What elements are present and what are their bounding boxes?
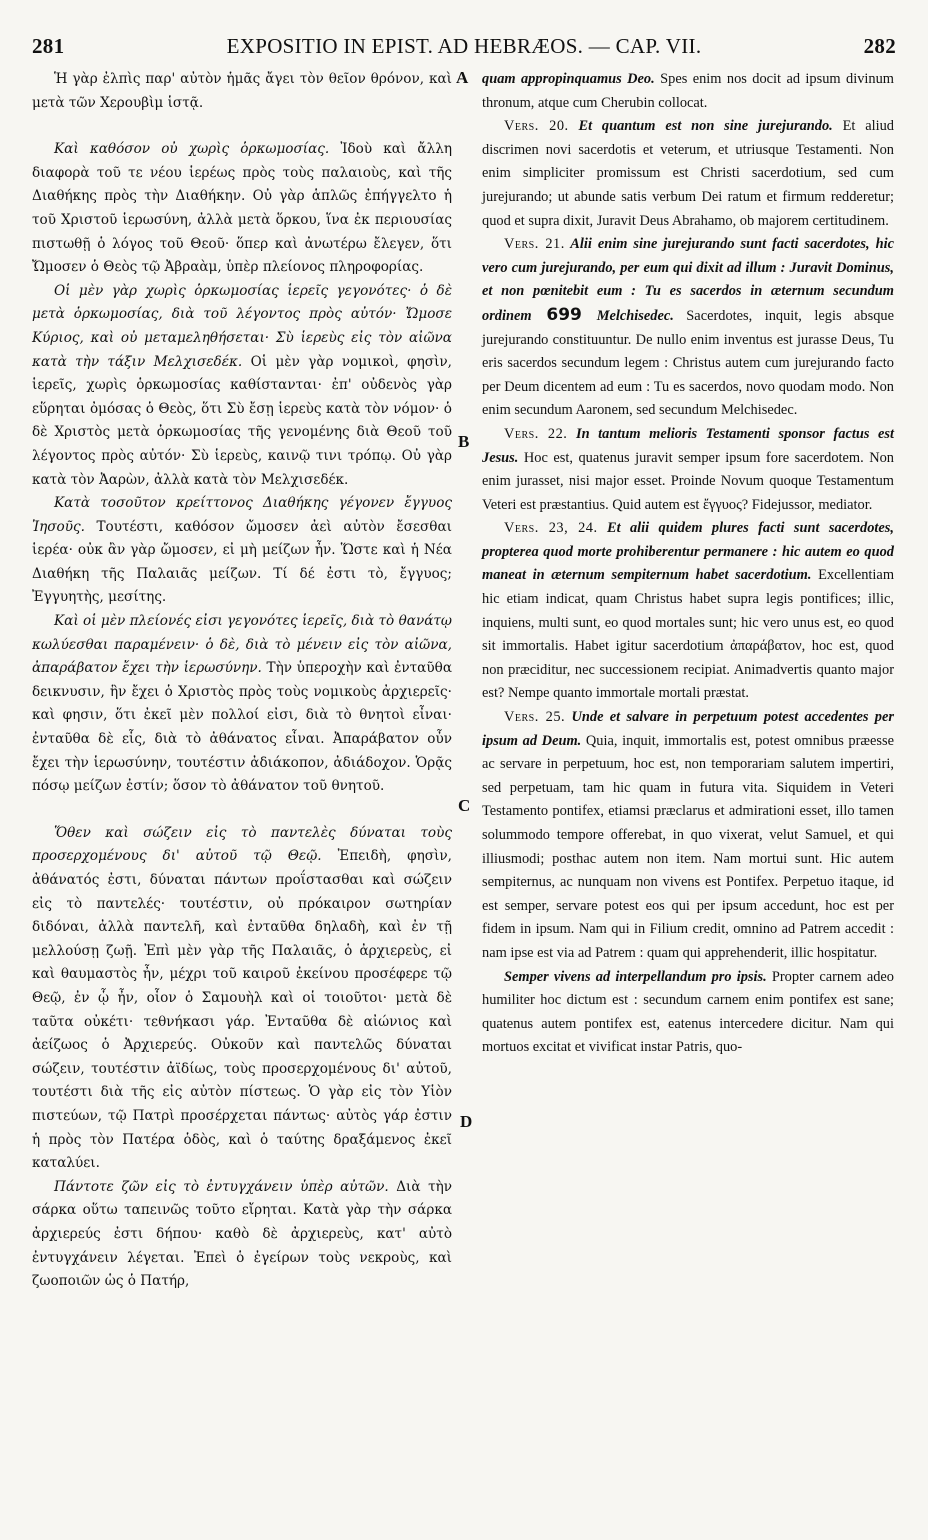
latin-paragraph (482, 706, 894, 966)
latin-paragraph (482, 115, 894, 233)
lemma-text: Et alii quidem plures facti sunt sacerdotes, propterea quod morte prohiberentur permanere : hic autem eo quod maneat in æternum sempiternum habet sacerdotium. (482, 520, 894, 584)
body-text: Διὰ τὴν σάρκα οὕτω ταπεινῶς τοῦτο εἴρηται. Κατὰ γὰρ τὴν σάρκα ἀρχιερεύς ἐστι δήπου· καθὸ δὲ ἀρχιερεὺς, κατ' αὐτὸ ἐντυγχάνειν λέγεται. Ἐπεὶ ὁ ἐγείρων τοὺς νεκροὺς, καὶ ζωοποιῶν ὡς ὁ Πατήρ, (32, 1178, 452, 1290)
lemma-text: Πάντοτε ζῶν εἰς τὸ ἐντυγχάνειν ὑπὲρ αὐτῶν. (54, 1178, 389, 1195)
body-text: Spes enim nos docit ad ipsum divinum thronum, atque cum Cherubin collocat. (482, 71, 894, 111)
running-header (32, 34, 896, 64)
greek-paragraph (32, 822, 452, 1176)
body-text: Quia, inquit, immortalis est, potest omnibus præesse ac servare in perpetuum, hoc est, non temporariam salutem impertiri, sed perpetuam, tam hic quam in futura vita. Siquidem in Veteri Testamento pontifex, etiamsi præclarus et admirationi esset, illo tamen solummodo tempore offerebat, in quo vixerat, velut Samuel, et qui illiusmodi; posthac autem non item. Nam mortui sunt. Hic autem sempiternus, ac nunquam non vivens est Pontifex. Perpetuo itaque, id est semper, servare potest eos qui per ipsum accedunt, hoc est per fidem in ipsum. Nam qui in Filium credit, omnino ad Patrem accedit : nam ipse est via ad Patrem : quam qui apprehenderit, illic hospitatur. (482, 732, 894, 961)
greek-paragraph (32, 68, 452, 115)
margin-letter-a: A (456, 68, 469, 87)
lemma-text: Semper vivens ad interpellandum pro ipsis. (504, 968, 767, 985)
lemma-text: Κατὰ τοσοῦτον κρείττονος Διαθήκης γέγονεν ἔγγυος Ἰησοῦς. (32, 495, 452, 535)
greek-column (32, 68, 452, 1294)
latin-paragraph (482, 517, 894, 706)
latin-paragraph (482, 966, 894, 1060)
body-text: Ἰδοὺ καὶ ἄλλη διαφορὰ τοῦ τε νέου ἱερέως πρὸς τοὺς παλαιοὺς, καὶ τῆς Διαθήκης πρὸς τὴν Διαθήκην. Οὐ γὰρ ἁπλῶς ἐπήγγελτο ἡ τοῦ Χριστοῦ ἱερωσύνη, ἀλλὰ μετὰ ὅρκου, ἵνα ἐκ περιουσίας πιστωθῇ ὁ λόγος τοῦ Θεοῦ· ὅπερ καὶ ἀνωτέρω ἔλεγεν, ὅτι Ὤμοσεν ὁ Θεὸς τῷ Ἀβραὰμ, ὑπὲρ πλείονος πληροφορίας. (32, 141, 452, 276)
lemma-text: Alii enim sine jurejurando sunt facti sacerdotes, hic vero cum jurejurando, per eum qui dixit ad illum : Juravit Dominus, et non pœnitebit eum : Tu es sacerdos in æternum secundum ordinem (482, 236, 894, 324)
greek-paragraph (32, 280, 452, 492)
greek-paragraph (32, 610, 452, 799)
body-text: Excellentiam hic etiam indicat, quam Christus habet supra legis pontifices; illic, inquiens, multi sunt, eo quod mortales sunt; hic vero unus est, eo quod sit immortalis. Habet igitur sacerdotium ἀπαράβατον, hoc est, quod non præciditur, nec successionem recipiat. Animadvertis quanto major est? Nempe quanto immortale mortali præstat. (482, 567, 895, 702)
body-text: Propter carnem adeo humiliter hoc dictum est : secundum carnem enim pontifex est sane; quatenus autem pontifex est, eatenus intercedere dicitur. Nam qui mortuos excitat et vivificat instar Patris, quo- (482, 968, 894, 1056)
latin-column (482, 68, 894, 1060)
lemma-text: Et quantum est non sine jurejurando. (568, 118, 833, 135)
verse-label: Vers. 23, 24. (504, 520, 598, 537)
lemma-text: Καὶ καθόσον οὐ χωρὶς ὁρκωμοσίας. (54, 141, 330, 158)
body-text: Οἱ μὲν γὰρ νομικοὶ, φησὶν, ἱερεῖς, χωρὶς ὁρκωμοσίας καθίστανται· ἐπ' οὐδενὸς γὰρ εὕρηται ὀμόσας ὁ Θεὸς, ὅτι Σὺ ἔσῃ ἱερεὺς κατὰ τὸν νόμον· ὁ δὲ Χριστὸς μετὰ ὁρκωμοσίας τῆς γενομένης διὰ Θεοῦ τοῦ λέγοντος πρὸς αὐτόν· Σὺ ἱερεὺς, καινῷ τινι τρόπῳ. Οὐ γὰρ κατὰ τὸν Ἀαρὼν, ἀλλὰ κατὰ τὸν Μελχισεδέκ. (32, 353, 453, 488)
lemma-text: Οἱ μὲν γὰρ χωρὶς ὁρκωμοσίας ἱερεῖς γεγονότες· ὁ δὲ μετὰ ὁρκωμοσίας, διὰ τοῦ λέγοντος πρὸς αὐτόν· Ὤμοσε Κύριος, καὶ οὐ μεταμεληθήσεται· Σὺ ἱερεὺς εἰς τὸν αἰῶνα κατὰ τὴν τάξιν Μελχισεδέκ. (32, 282, 452, 370)
latin-paragraph (482, 423, 894, 517)
body-text: Ἡ γὰρ ἐλπὶς παρ' αὐτὸν ἡμᾶς ἄγει τὸν θεῖον θρόνον, καὶ μετὰ τῶν Χερουβὶμ ἱστᾷ. (32, 71, 452, 111)
verse-label: Vers. 20. (504, 118, 569, 135)
verse-label: Vers. 25. (504, 709, 566, 726)
verse-label: Vers. 22. (504, 425, 568, 442)
lemma-text: Melchisedec. (596, 307, 674, 324)
page-number-right: 282 (863, 34, 896, 58)
greek-paragraph (32, 1176, 452, 1294)
lemma-text: quam appropinquamus Deo. (482, 71, 655, 87)
margin-letter-d: D (460, 1112, 473, 1131)
body-text: Τουτέστι, καθόσον ὤμοσεν ἀεὶ αὐτὸν ἔσεσθαι ἱερέα· οὐκ ἂν γὰρ ὤμοσεν, εἰ μὴ μείζων ἦν. Ὥστε καὶ ἡ Νέα Διαθήκη τῆς Παλαιᾶς μείζων. Τί δέ ἐστι τὸ, ἔγγυος; Ἐγγυητὴς, μεσίτης. (32, 518, 452, 606)
margin-letter-c: C (458, 796, 471, 815)
column-number: 699 (531, 304, 597, 325)
body-text: Sacerdotes, inquit, legis absque jurejurando constituuntur. De nullo enim inventus est jurasse Deus, Tu eris sacerdos secundum legem : Christus autem cum jurejurando facto per Deum dicentem ad eum : Tu es sacerdos, novo quodam modo. Non enim secundum Aaronem, sed secundum Melchisedec. (482, 307, 895, 419)
lemma-text: Unde et salvare in perpetuum potest accedentes per ipsum ad Deum. (482, 709, 894, 749)
body-text: Τὴν ὑπεροχὴν καὶ ἐνταῦθα δεικνυσιν, ἣν ἔχει ὁ Χριστὸς πρὸς τοὺς νομικοὺς ἀρχιερεῖς· καὶ φησιν, ὅτι ἐκεῖ μὲν πολλοί εἰσι, διὰ τὸ θνητοὶ εἶναι· ἐνταῦθα δὲ εἷς, διὰ τὸ ἀθάνατος εἶναι. Ἀπαράβατον οὖν ἔχει τὴν ἱερωσύνην, τουτέστιν ἀδιάκοπον, ἀδιάδοχον. Ὁρᾷς πόσῳ μείζων ἐστίν; ὅσον τὸ ἀθάνατον τοῦ θνητοῦ. (32, 660, 452, 795)
body-text: Hoc est, quatenus juravit semper ipsum fore sacerdotem. Non enim jurasset, nisi major esset. Proinde Novum quoque Testamentum Veteri est præstantius. Quid autem est ἔγγυος? Fidejussor, mediator. (482, 449, 894, 513)
latin-paragraph (482, 233, 894, 423)
margin-letter-b: B (458, 432, 470, 451)
greek-paragraph (32, 138, 452, 280)
verse-label: Vers. 21. (504, 236, 565, 253)
lemma-text: Ὅθεν καὶ σώζειν εἰς τὸ παντελὲς δύναται τοὺς προσερχομένους δι' αὐτοῦ τῷ Θεῷ. (32, 824, 452, 865)
body-text: Et aliud discrimen novi sacerdotis et veterum, et utriusque Testamenti. Non enim simpliciter promissum est Christi sacerdotium, sed cum jurejurando; ut abunde satis verbum Dei ratum et firmum redderetur; quod et supra dixit, Juravit Deus Abrahamo, ob majorem certitudinem. (482, 118, 895, 229)
lemma-text: In tantum melioris Testamenti sponsor factus est Jesus. (482, 425, 895, 466)
page-number-left: 281 (32, 34, 65, 58)
latin-paragraph (482, 68, 894, 115)
greek-paragraph (32, 492, 452, 610)
lemma-text: Καὶ οἱ μὲν πλείονές εἰσι γεγονότες ἱερεῖς, διὰ τὸ θανάτῳ κωλύεσθαι παραμένειν· ὁ δὲ, διὰ τὸ μένειν εἰς τὸν αἰῶνα, ἀπαράβατον ἔχει τὴν ἱερωσύνην. (32, 613, 452, 677)
body-text: Ἐπειδὴ, φησὶν, ἀθάνατός ἐστι, δύναται πάντων προΐστασθαι καὶ σώζειν εἰς τὸ παντελές· τουτέστιν, οὐ πρόκαιρον σωτηρίαν διδόναι, ἀλλὰ παντελῆ, καὶ ἐνταῦθα δηλαδὴ, καὶ ἐν τῇ μελλούσῃ ζωῇ. Ἐπὶ μὲν γὰρ τῆς Παλαιᾶς, ὁ ἀρχιερεὺς, εἰ καὶ θαυμαστὸς ἦν, μέχρι τοῦ καιροῦ ἐκείνου προσέφερε τῷ Θεῷ, ἐν ᾧ ἦν, οἷον ὁ Σαμουὴλ καὶ οἱ τοιοῦτοι· μετὰ δὲ ταῦτα οὐκέτι· τεθνήκασι γάρ. Ἐνταῦθα δὲ αἰώνιος καὶ ἀείζωος ὁ Ἀρχιερεύς. Οὐκοῦν καὶ παντελῶς δύναται σώζειν, τουτέστιν ἀϊδίως, τοὺς προσερχομένους δι' αὐτοῦ, τουτέστι διὰ τῆς εἰς αὐτὸν πίστεως. Ὁ γὰρ εἰς τὸν Υἱὸν πιστεύων, τῷ Πατρὶ προσέρχεται πάντως· αὐτὸς γάρ ἐστιν ἡ πρὸς τὸν Πατέρα ὁδὸς, καὶ ὁ ταύτης δραξάμενος ἐκεῖ καταλύει. (32, 848, 452, 1172)
running-title: EXPOSITIO IN EPIST. AD HEBRÆOS. — CAP. VII. (226, 34, 702, 58)
